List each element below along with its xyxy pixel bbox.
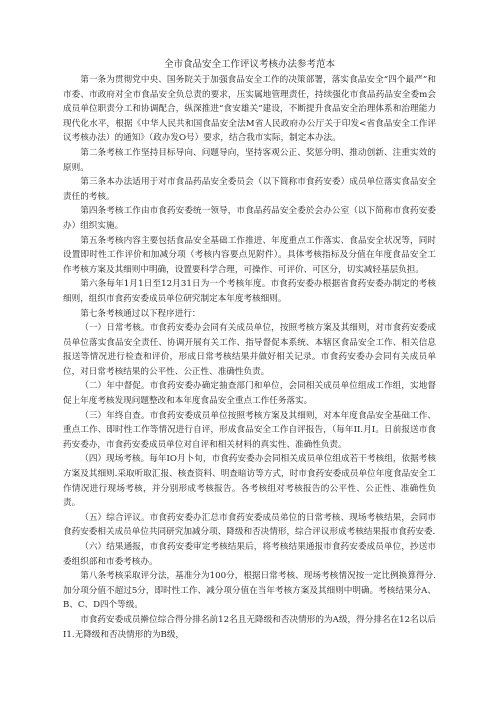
- article-5: 第五条考核内容主要包括食品安全基础工作推进、年度重点工作落实、食品安全状况等，同时设置即时性工作评价和加减分项（考核内容要点见附件）。具体考核指标及分值在年度食品安全工作考核方案及其细则中明确，设置要科学合理，可操作、可评价、可区分，切实减轻基层负担。: [63, 235, 436, 275]
- grading-rule: 市食药安委成员擀位综合得分排名前12名且无降级和否决情形的为A级，得分排名在12名以后I1.无降级和否决情形的为B级，: [63, 614, 436, 640]
- procedure-midyear-supervision: （二）年中督促。市食药安委办确定抽查部门和单位，会同相关成员单位组成工作组，实地督促上年度考核发现问题整改和本年度食品安全重点工作任务落实。: [63, 381, 436, 407]
- article-2: 第二条考核工作坚持目标导向、问题导向，坚持客观公正、奖惩分明、推动创新、注重实效的原则。: [63, 147, 436, 173]
- article-3: 第三条本办法适用于对市食品药品安全委员会（以下简称市食药安委）成员单位落实食品安全责任的考核。: [63, 177, 436, 202]
- article-8: 第八条考核采取评分法，基准分为100分，根据日常考核、现场考核情况按一定比例换算得分.加分项分值不超过5分，即时性工作、减分项分值在当年考核方案及其细则中明确。考核结果分A、B、C、D四个等级。: [63, 571, 436, 611]
- article-1: 第一条为贯彻党中央、国务院关于加强食品安全工作的决策部署，落实食品安全“四个最严”和市委、市政府对全市食品安全负总责的要求，压实属地管理责任，持续强化市食品药品安全委m会成员单位职责分工和协调配合，纵深推进“食安雄关”建设，不断提升食品安全治理体系和治理能力现代化水平，根据《中华人民共和国食品安全法M省人民政府办公厅关于印发<省食品安全工作评议考核办法）的通知》（政办发O号）要求，结合我市实际，制定本办法。: [63, 75, 436, 144]
- article-6: 第六条每年1月1日至12月31日为一个考核年度。市食药安委办根据省食药安委办制定的考核细则，组织市食药安委成员单位研究制定本年度考核细则。: [63, 279, 436, 304]
- article-7: 第七条考核通过以下程序进行：: [80, 308, 201, 319]
- article-4: 第四条考核工作由市食药安委统一领导，市食品药品安全委於会办公室（以下简称市食药安委办）组织实施。: [63, 206, 436, 231]
- document-body: [63, 58, 436, 642]
- procedure-daily-assessment: （一）日常考核。市食药安委办会同有关成员单位，按照考核方案及其细则，对市食药安委成员单位落实食品安全责任、协调开展有关工作、指导督促本系统、本辖区食品安全工作、相关信息报送等情况进行检查和评价，形成日常考核结果并做好相关记录。市食药安委办会同有关成员单位，对日常考核结果的公平性、公正性、准确性负责。: [63, 323, 436, 377]
- procedure-result-notice: （六）结果通报，市食药安委审定考核结果后，将考核结果通报市食药安委成员单位，抄送市委组织部和市委考核办。: [63, 542, 436, 567]
- document-title: 全市食品安全工作评议考核办法参考范本: [163, 59, 335, 70]
- procedure-comprehensive-review: （五）综合评议。市食药安委办汇总市食药安委成员弟位的日常考核、现场考核结果，会同市食药安委相关成员单位共同研究加减分项、降级和否决情形，综合评议形成考核结果报市食药安委.: [63, 512, 436, 538]
- procedure-onsite-assessment: （四）现场考核。每年IO月卜旬，市食药安委办会同相关成员单位组成若干考核组，依据考核方案及其细则.采取听取汇报、核查资料、明查暗访等方式，时市食药安委成员单位年度食品安全工作情况进行现场考核，并分别形成考核报告。各考核组对考核报告的公平性、公正性、准确性负责。: [63, 454, 436, 509]
- procedure-yearend-self-check: （三）年终自查。市食药安委成员单位按照考核方案及其细则，对本年度食品安全基础工作、重点工作、即时性工作等情况进行自评，形成食品安全工作自评报告，（每年II.月I。日前报送市食药安委办，市食药安委成员单位对自评和相关材料的真实性、准确性负责。: [63, 410, 436, 450]
